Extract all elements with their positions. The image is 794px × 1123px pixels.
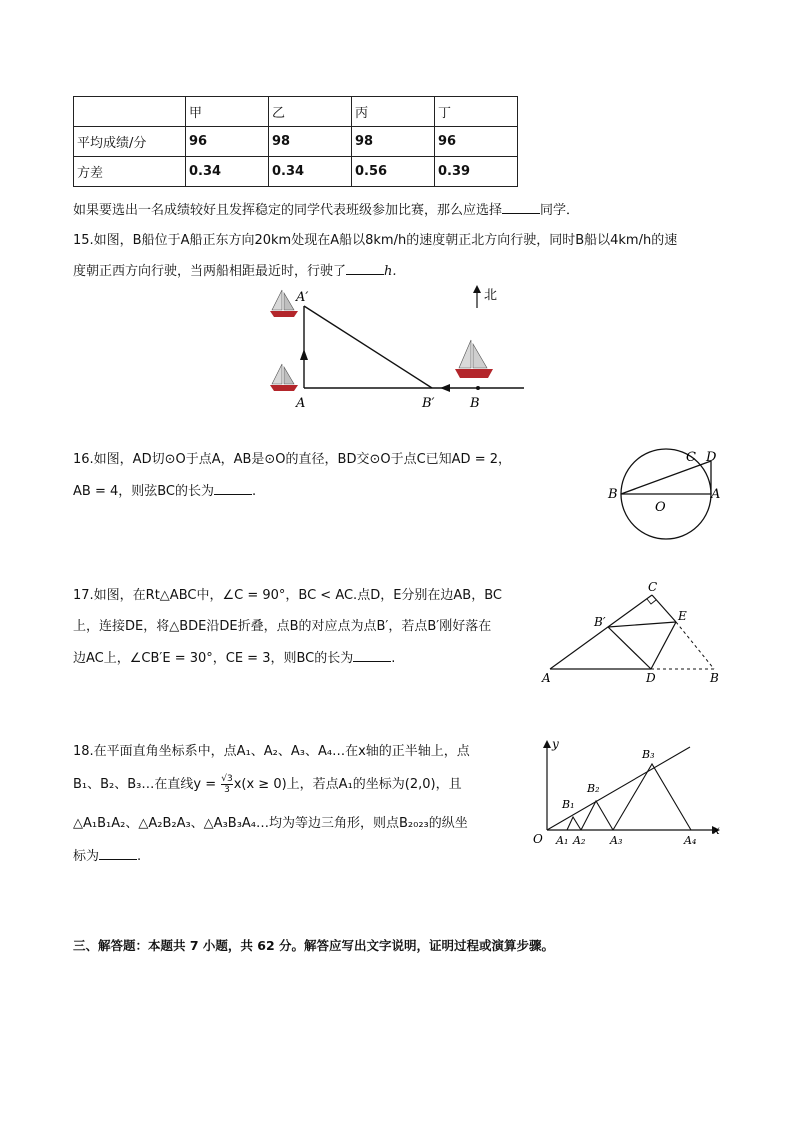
sailboat-icon — [455, 340, 493, 378]
label-A1: A₁ — [556, 834, 569, 847]
up-arrow-icon — [300, 349, 308, 360]
north-arrow-icon — [473, 285, 481, 293]
table-cell: 甲 — [186, 97, 269, 127]
q18-line2 — [73, 773, 462, 795]
side-CE — [652, 595, 676, 622]
answer-blank — [502, 201, 540, 214]
table-cell: 96 — [186, 127, 269, 157]
label-E: E — [678, 609, 687, 623]
label-A-prime: A′ — [296, 290, 309, 305]
side-AprimeBprime — [304, 306, 432, 388]
segment-BD — [621, 461, 711, 494]
q15-text: 度朝正西方向行驶，当两船相距最近时，行驶了 — [73, 264, 347, 279]
label-A4: A₄ — [684, 834, 697, 847]
label-y: y — [552, 737, 559, 751]
triangle-1 — [567, 817, 581, 830]
label-A: A — [542, 671, 551, 685]
q15-line2 — [73, 260, 397, 279]
label-B2: B₂ — [587, 782, 600, 795]
table-cell: 丙 — [352, 97, 435, 127]
label-C: C — [686, 450, 696, 465]
q18-text-b: x(x ≥ 0)上，若点A₁的坐标为(2,0)，且 — [233, 777, 462, 792]
section-3-heading: 三、解答题：本题共 7 小题，共 62 分。解答应写出文字说明，证明过程或演算步骤。 — [73, 938, 555, 953]
triangle-2 — [581, 801, 613, 830]
y-axis-arrow-icon — [543, 740, 551, 748]
table-cell: 0.34 — [186, 157, 269, 187]
label-B-prime: B′ — [594, 615, 606, 629]
triangle-3 — [613, 764, 691, 830]
label-B: B — [470, 396, 480, 411]
sailboat-icon — [270, 290, 298, 317]
table-cell: 乙 — [269, 97, 352, 127]
label-A: A — [296, 396, 306, 411]
table-row — [74, 157, 518, 187]
answer-blank — [214, 482, 252, 495]
q18-line1: 18.在平面直角坐标系中，点A₁、A₂、A₃、A₄…在x轴的正半轴上，点 — [73, 744, 470, 759]
label-B3: B₃ — [642, 748, 655, 761]
sailboat-icon — [270, 364, 298, 391]
line-y — [547, 747, 690, 830]
segment-BprimeE — [608, 622, 676, 627]
table-cell: 96 — [435, 127, 518, 157]
answer-blank — [346, 262, 384, 275]
fraction — [221, 774, 232, 795]
q14-suffix: 同学． — [540, 203, 580, 218]
label-D: D — [706, 450, 717, 465]
point-B — [476, 386, 480, 390]
table-cell: 平均成绩/分 — [74, 127, 186, 157]
q16-line2 — [73, 480, 256, 499]
fraction-numerator: √3 — [221, 774, 233, 784]
q18-line4 — [73, 845, 141, 864]
q18-line3: △A₁B₁A₂、△A₂B₂A₃、△A₃B₃A₄…均为等边三角形，则点B₂₀₂₃的纵坐 — [73, 816, 468, 831]
answer-blank — [353, 649, 391, 662]
dashed-EB — [676, 622, 714, 669]
table-cell: 0.56 — [352, 157, 435, 187]
q15-unit: h. — [384, 264, 397, 279]
table-cell: 98 — [352, 127, 435, 157]
label-C: C — [648, 580, 658, 594]
label-O: O — [533, 832, 543, 846]
label-A3: A₃ — [610, 834, 623, 847]
north-label: 北 — [484, 288, 498, 303]
table-cell: 0.34 — [269, 157, 352, 187]
q18-text: 标为 — [73, 849, 100, 864]
side-AC — [550, 595, 652, 669]
answer-blank — [99, 847, 137, 860]
q15-line1: 15.如图，B船位于A船正东方向20km处现在A船以8km/h的速度朝正北方向行驶，同时B船以4km/h的速 — [73, 233, 678, 248]
label-B: B — [710, 671, 719, 685]
q18-figure — [528, 736, 728, 851]
q16-tail: . — [252, 484, 257, 499]
q17-tail: . — [391, 651, 396, 666]
right-angle-mark — [647, 599, 656, 604]
label-D: D — [646, 671, 656, 685]
q16-text: AB = 4，则弦BC的长为 — [73, 484, 215, 499]
q14-text: 如果要选出一名成绩较好且发挥稳定的同学代表班级参加比赛，那么应选择 — [73, 203, 503, 218]
table-cell: 丁 — [435, 97, 518, 127]
table-cell — [74, 97, 186, 127]
label-A: A — [711, 487, 721, 502]
label-B: B — [608, 487, 618, 502]
q14-tail-line — [73, 199, 579, 218]
table-row — [74, 127, 518, 157]
label-A2: A₂ — [573, 834, 586, 847]
table-cell: 方差 — [74, 157, 186, 187]
table-cell: 0.39 — [435, 157, 518, 187]
left-arrow-icon — [440, 384, 450, 392]
q17-line3 — [73, 647, 395, 666]
q18-text-a: B₁、B₂、B₃…在直线y = — [73, 777, 221, 792]
fraction-denominator: 3 — [224, 785, 230, 795]
label-x: x — [713, 823, 720, 837]
segment-DE — [651, 622, 676, 669]
segment-BprimeD — [608, 627, 651, 669]
label-B-prime: B′ — [422, 396, 435, 411]
label-B1: B₁ — [562, 798, 575, 811]
q16-line1: 16.如图，AD切⊙O于点A，AB是⊙O的直径，BD交⊙O于点C已知AD = 2， — [73, 452, 511, 467]
q17-line1: 17.如图，在Rt△ABC中，∠C = 90°，BC < AC.点D，E分别在边AB，BC — [73, 588, 502, 603]
q16-figure — [602, 444, 732, 544]
table-cell: 98 — [269, 127, 352, 157]
scores-table — [73, 96, 518, 187]
table-header-row — [74, 97, 518, 127]
q18-tail: . — [137, 849, 142, 864]
q15-figure — [262, 282, 532, 412]
label-O: O — [655, 500, 666, 515]
q17-line2: 上，连接DE，将△BDE沿DE折叠，点B的对应点为点B′，若点B′刚好落在 — [73, 619, 492, 634]
q17-text: 边AC上，∠CB′E = 30°，CE = 3，则BC的长为 — [73, 651, 354, 666]
q17-figure — [536, 578, 731, 688]
